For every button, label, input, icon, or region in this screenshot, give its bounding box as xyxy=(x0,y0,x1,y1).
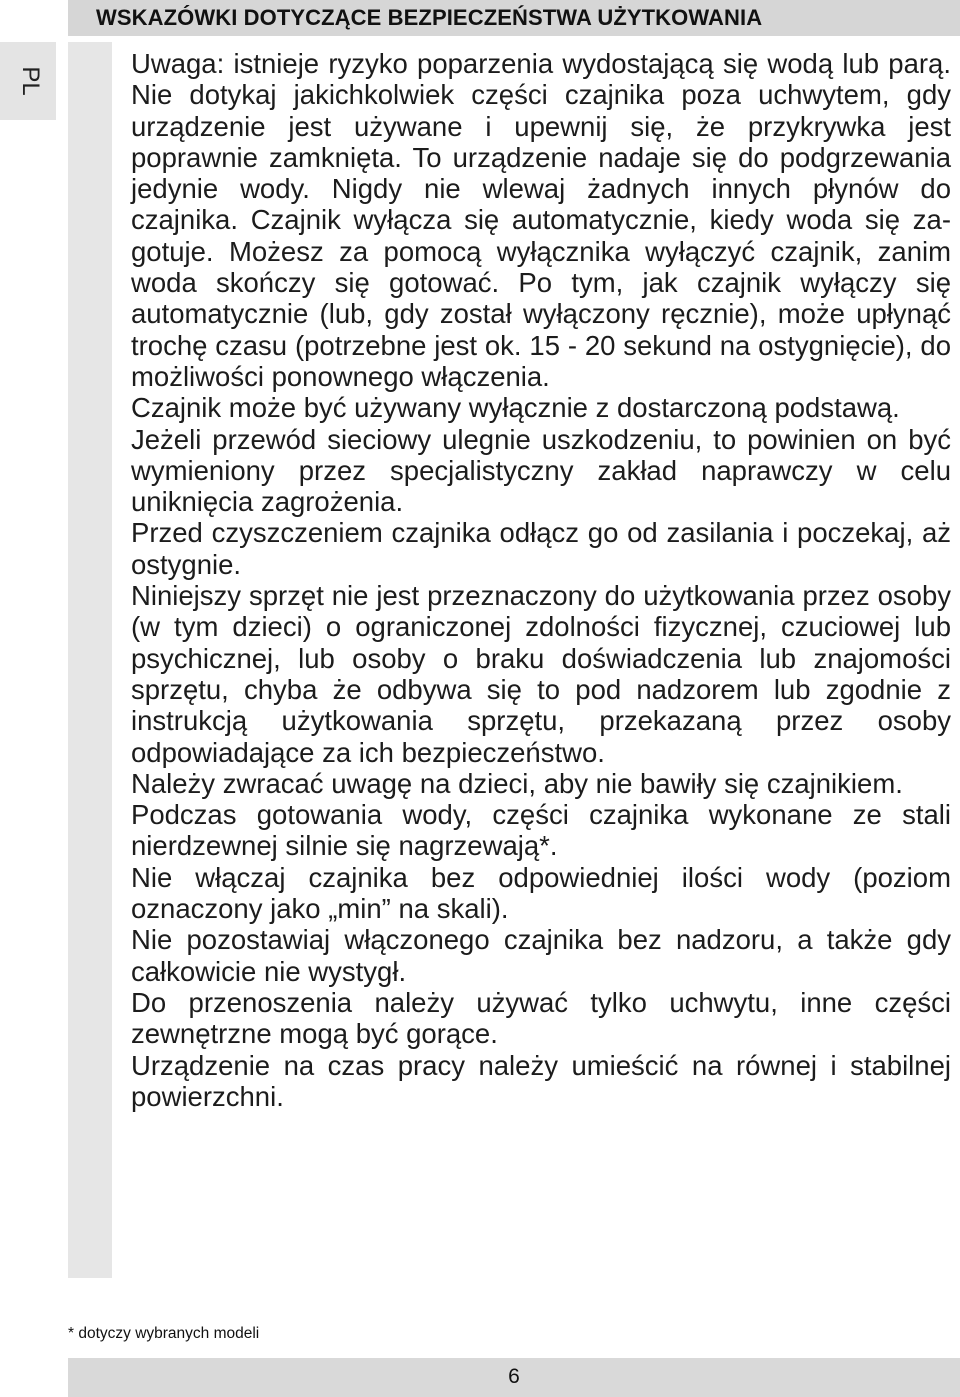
paragraph-base-usage: Czajnik może być używany wyłącznie z dostarczoną podstawą. xyxy=(131,392,900,424)
language-label: PL xyxy=(17,66,44,96)
page-number: 6 xyxy=(508,1365,520,1388)
footnote: * dotyczy wybranych modeli xyxy=(68,1325,260,1342)
language-tab xyxy=(0,42,56,120)
paragraph-limited-capability: Niniejszy sprzęt nie jest przeznaczony do użytkowania przez osoby (w tym dzieci) o ograniczonej zdolności fizycznej, czuciowej lub psychicznej, lub osoby o braku doświadczenia lub znajomości sprzętu, chyba że odbywa się to pod nadzorem lub zgodnie z instrukcją użytkowania sprzętu, przekazaną przez osoby odpowiadające za ich bezpieczeństwo. xyxy=(131,580,951,768)
side-margin-strip xyxy=(68,42,112,1278)
paragraph-stable-surface: Urządzenie na czas pracy należy umieścić na równej i stabilnej powierzchni. xyxy=(131,1049,951,1112)
footer-bar xyxy=(68,1358,960,1397)
page-title: WSKAZÓWKI DOTYCZĄCE BEZPIECZEŃSTWA UŻYTKOWANIA xyxy=(96,5,763,30)
paragraph-power-cord: Jeżeli przewód sieciowy ulegnie uszkodzeniu, to powinien on być wymieniony przez specjalistyczny zakład naprawczy w celu uniknięcia zagrożenia. xyxy=(131,423,951,518)
paragraph-cleaning: Przed czyszczeniem czajnika odłącz go od zasilania i poczekaj, aż ostygnie. xyxy=(131,517,951,580)
paragraph-burn-warning: Uwaga: istnieje ryzyko poparzenia wydostającą się wodą lub parą. Nie dotykaj jakichkolwiek części czajnika poza uchwytem, gdy urządzenie jest używane i upewnij się, że przykrywka jest poprawnie zamknięta. To urządzenie nadaje się do podgrzewania jedynie wody. Nigdy nie wlewaj żadnych innych płynów do czajnika. Czajnik wyłącza się automatycznie, kiedy woda się zagotuje. Możesz za pomocą wyłącznika wyłączyć czajnik, zanim woda skończy się gotować. Po tym, jak czajnik wyłączy się automatycznie (lub, gdy został wyłączony ręcznie), może upłynąć trochę czasu (potrzebne jest ok. 15 - 20 sekund na ostygnięcie), do możliwości ponownego włączenia. xyxy=(131,48,951,392)
paragraph-water-level: Nie włączaj czajnika bez odpowiedniej ilości wody (poziom oznaczony jako „min” na skali). xyxy=(131,861,951,925)
paragraph-children: Należy zwracać uwagę na dzieci, aby nie bawiły się czajnikiem. xyxy=(131,767,903,799)
paragraph-unattended: Nie pozostawiaj włączonego czajnika bez nadzoru, a także gdy całkowicie nie wystygł. xyxy=(131,924,951,987)
safety-instructions xyxy=(131,48,951,1112)
header-bar xyxy=(68,0,960,36)
paragraph-carrying: Do przenoszenia należy używać tylko uchwytu, inne części zewnętrzne mogą być gorące. xyxy=(131,986,951,1050)
paragraph-hot-parts: Podczas gotowania wody, części czajnika wykonane ze stali nierdzewnej silnie się nagrzewają*. xyxy=(131,799,951,862)
